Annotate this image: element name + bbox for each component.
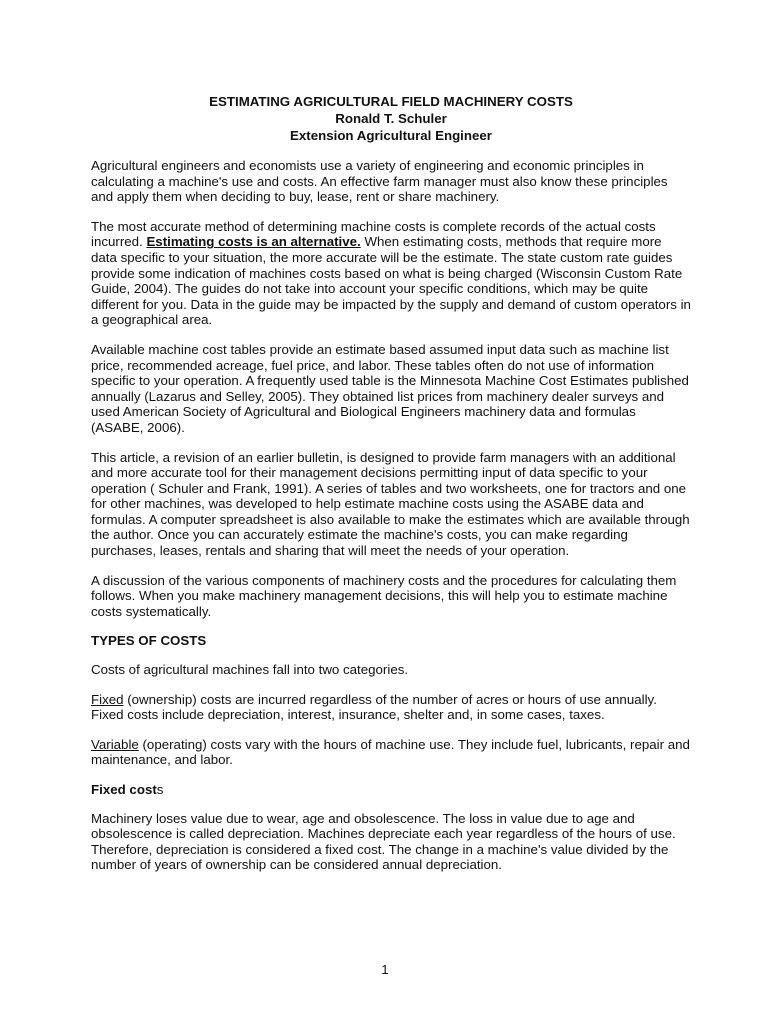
paragraph-article-revision: This article, a revision of an earlier bulletin, is designed to provide farm managers with an additional and more accurate tool for their management decisions permitting input of data specific to your operation ( Schuler and Frank, 1991). A series of tables and two worksheets, one for tractors and one for other machines, was developed to help estimate machine costs using the ASABE data and formulas. A computer spreadsheet is also available to make the estimates which are available through the author. Once you can accurately estimate the machine's costs, you can make regarding purchases, leases, rentals and sharing that will meet the needs of your operation.	[91, 449, 690, 559]
paragraph-accurate-method	[91, 219, 691, 328]
paragraph-text: When estimating costs, methods that require more data specific to your situation, the more accurate will be the estimate. The state custom rate guides provide some indication of machines costs based on what is being charged (Wisconsin Custom Rate Guide, 2004). The guides do not take into account your specific conditions, which may be quite different for you. Data in the guide may be impacted by the supply and demand of custom operators in a geographical area.	[91, 234, 691, 328]
paragraph-types-intro: Costs of agricultural machines fall into two categories.	[91, 662, 409, 678]
heading-plain-part: s	[156, 782, 164, 797]
section-heading-types-of-costs: TYPES OF COSTS	[91, 633, 207, 649]
paragraph-text: (operating) costs vary with the hours of machine use. They include fuel, lubricants, repair and maintenance, and labor.	[91, 736, 690, 768]
paragraph-variable-definition	[91, 737, 691, 768]
document-body	[91, 93, 691, 887]
paragraph-depreciation: Machinery loses value due to wear, age and obsolescence. The loss in value due to age and obsolescence is called depreciation. Machines depreciate each year regardless of the hours of use. Therefore, depreciation is considered a fixed cost. The change in a machine's value divided by the number of years of ownership can be considered annual depreciation.	[91, 810, 676, 873]
document-title: ESTIMATING AGRICULTURAL FIELD MACHINERY COSTS	[209, 94, 573, 109]
heading-bold-part: Fixed cost	[91, 782, 157, 797]
author-title: Extension Agricultural Engineer	[290, 128, 492, 143]
paragraph-fixed-definition	[91, 692, 691, 723]
emphasis-text: Estimating costs is an alternative.	[146, 234, 361, 250]
paragraph-text: The most accurate method of determining machine costs is complete records of the actual costs incurred.	[91, 218, 656, 250]
paragraph-discussion: A discussion of the various components of machinery costs and the procedures for calculating them follows. When you make machinery management decisions, this will help you to estimate machine costs systematically.	[91, 572, 677, 619]
section-heading-fixed-costs	[91, 782, 691, 798]
page-number: 1	[381, 962, 389, 977]
fixed-term: Fixed	[91, 691, 124, 707]
variable-term: Variable	[91, 736, 139, 752]
author-name: Ronald T. Schuler	[335, 111, 447, 126]
paragraph-text: (ownership) costs are incurred regardless of the number of acres or hours of use annually. Fixed costs include depreciation, interest, insurance, shelter and, in some cases, taxes.	[91, 691, 657, 723]
paragraph-cost-tables: Available machine cost tables provide an estimate based assumed input data such as machine list price, recommended acreage, fuel price, and labor. These tables often do not use of information specific to your operation. A frequently used table is the Minnesota Machine Cost Estimates published annually (Lazarus and Selley, 2005). They obtained list prices from machinery dealer surveys and used American Society of Agricultural and Biological Engineers machinery data and formulas (ASABE, 2006).	[91, 341, 689, 435]
title-block	[91, 93, 691, 144]
paragraph-intro: Agricultural engineers and economists use a variety of engineering and economic principles in calculating a machine's use and costs. An effective farm manager must also know these principles and apply them when deciding to buy, lease, rent or share machinery.	[91, 158, 668, 205]
